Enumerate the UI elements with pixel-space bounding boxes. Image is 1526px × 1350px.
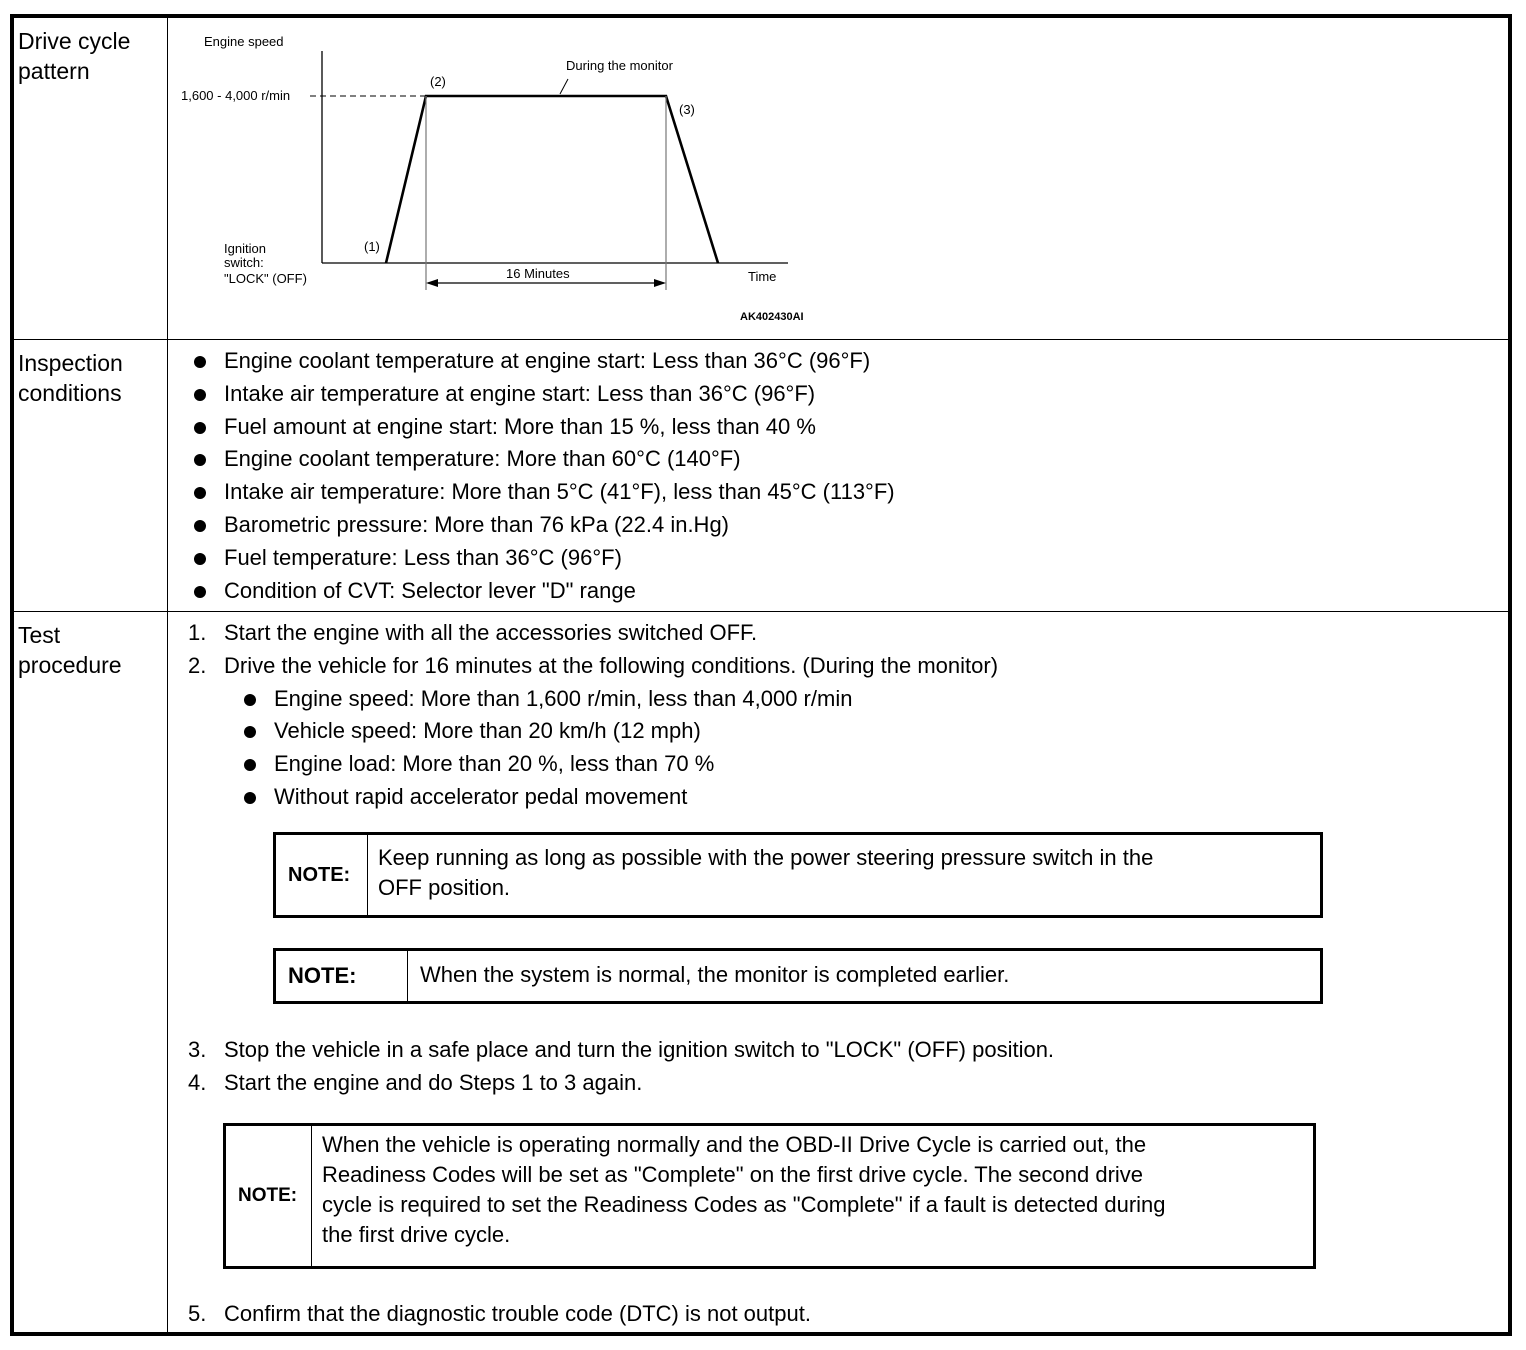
note-box	[273, 948, 1323, 1004]
condition-text: Engine coolant temperature: More than 60°C (140°F)	[224, 446, 741, 472]
row-label	[14, 18, 168, 339]
condition-text: Vehicle speed: More than 20 km/h (12 mph)	[274, 718, 701, 744]
bullet-icon	[194, 389, 206, 401]
point-2-label: (2)	[430, 74, 446, 89]
procedure-step	[168, 617, 998, 650]
note-text	[312, 1126, 1176, 1266]
drive-cycle-table	[10, 14, 1512, 1336]
start-label-line: switch:	[224, 255, 264, 270]
point-1-label: (1)	[364, 239, 380, 254]
inspection-conditions-list	[168, 345, 895, 607]
list-item	[168, 748, 998, 781]
bullet-icon	[194, 487, 206, 499]
bullet-icon	[194, 520, 206, 532]
condition-text: Intake air temperature: More than 5°C (41°F), less than 45°C (113°F)	[224, 479, 895, 505]
list-item	[168, 509, 895, 542]
bullet-icon	[194, 454, 206, 466]
list-item	[168, 378, 895, 411]
step-number: 3.	[188, 1037, 207, 1062]
note-text	[408, 951, 1019, 1001]
annotation-label: During the monitor	[566, 58, 673, 73]
condition-text: Fuel temperature: Less than 36°C (96°F)	[224, 544, 622, 570]
x-axis-label: Time	[748, 269, 777, 284]
list-item	[168, 411, 895, 444]
condition-text: Engine coolant temperature at engine start: Less than 36°C (96°F)	[224, 348, 871, 373]
list-item	[168, 443, 895, 476]
row-label-line: pattern	[18, 58, 90, 84]
procedure-step	[168, 1067, 1054, 1100]
bullet-icon	[244, 792, 256, 804]
bullet-icon	[194, 586, 206, 598]
note-line: OFF position.	[378, 875, 511, 900]
figure-id: AK402430AI	[740, 311, 804, 323]
list-item	[168, 781, 998, 814]
step-number: 2.	[188, 652, 207, 678]
list-item	[168, 683, 998, 716]
duration-label: 16 Minutes	[506, 266, 570, 281]
row-label-line: Drive cycle	[18, 28, 131, 54]
inspection-conditions-cell	[168, 340, 1508, 611]
row-inspection-conditions	[14, 340, 1508, 612]
row-test-procedure	[14, 612, 1508, 1332]
y-axis-label: Engine speed	[204, 34, 284, 49]
note-text	[368, 835, 1163, 915]
note-line: When the vehicle is operating normally and the OBD-II Drive Cycle is carried out, the	[322, 1132, 1147, 1157]
note-label: NOTE:	[276, 951, 408, 1001]
procedure-step	[168, 1034, 1054, 1067]
condition-text: Barometric pressure: More than 76 kPa (22.4 in.Hg)	[224, 511, 730, 537]
note-line: Keep running as long as possible with the power steering pressure switch in the	[378, 845, 1154, 870]
step-number: 5.	[188, 1301, 207, 1326]
drive-cycle-chart-cell	[168, 18, 1508, 339]
y-level-label: 1,600 - 4,000 r/min	[181, 88, 291, 103]
step-text: Drive the vehicle for 16 minutes at the following conditions. (During the monitor)	[224, 652, 999, 678]
condition-text: Condition of CVT: Selector lever "D" range	[224, 577, 636, 603]
step-text: Confirm that the diagnostic trouble code (DTC) is not output.	[224, 1301, 811, 1326]
steps-1-2	[168, 617, 998, 814]
row-label	[14, 612, 168, 1332]
step-5	[168, 1298, 811, 1331]
bullet-icon	[244, 726, 256, 738]
bullet-icon	[194, 422, 206, 434]
procedure-step	[168, 650, 998, 683]
bullet-icon	[244, 759, 256, 771]
step-text: Start the engine and do Steps 1 to 3 again.	[224, 1069, 643, 1095]
list-item	[168, 345, 895, 378]
procedure-step	[168, 1298, 811, 1331]
row-drive-cycle-pattern	[14, 18, 1508, 340]
note-box	[273, 832, 1323, 918]
row-label-line: conditions	[18, 380, 122, 406]
row-label-line: Test	[18, 622, 61, 648]
list-item	[168, 575, 895, 608]
steps-3-4	[168, 1034, 1054, 1100]
step-number: 4.	[188, 1069, 207, 1095]
note-line: When the system is normal, the monitor is completed earlier.	[420, 962, 1010, 987]
note-box	[223, 1123, 1316, 1269]
row-label-line: procedure	[18, 652, 122, 678]
condition-text: Fuel amount at engine start: More than 15 %, less than 40 %	[224, 413, 816, 439]
step-text: Stop the vehicle in a safe place and turn the ignition switch to "LOCK" (OFF) position.	[224, 1037, 1055, 1062]
step-text: Start the engine with all the accessories switched OFF.	[224, 620, 758, 645]
start-label-line: "LOCK" (OFF)	[224, 271, 307, 286]
note-line: Readiness Codes will be set as "Complete" on the first drive cycle. The second drive	[322, 1162, 1144, 1187]
condition-text: Without rapid accelerator pedal movement	[274, 783, 688, 809]
drive-cycle-chart	[168, 18, 868, 340]
bullet-icon	[244, 694, 256, 706]
row-label-line: Inspection	[18, 350, 123, 376]
condition-text: Engine load: More than 20 %, less than 70 %	[274, 751, 715, 777]
step-number: 1.	[188, 620, 207, 645]
note-label: NOTE:	[276, 835, 368, 915]
condition-text: Engine speed: More than 1,600 r/min, less than 4,000 r/min	[274, 685, 853, 711]
test-procedure-cell	[168, 612, 1508, 1332]
list-item	[168, 542, 895, 575]
bullet-icon	[194, 553, 206, 565]
list-item	[168, 715, 998, 748]
bullet-icon	[194, 356, 206, 368]
row-label	[14, 340, 168, 611]
note-line: cycle is required to set the Readiness Codes as "Complete" if a fault is detected during	[322, 1192, 1166, 1217]
list-item	[168, 476, 895, 509]
point-3-label: (3)	[679, 102, 695, 117]
note-line: the first drive cycle.	[322, 1222, 511, 1247]
note-label: NOTE:	[226, 1126, 312, 1266]
start-label-line: Ignition	[224, 241, 266, 256]
condition-text: Intake air temperature at engine start: Less than 36°C (96°F)	[224, 380, 816, 406]
